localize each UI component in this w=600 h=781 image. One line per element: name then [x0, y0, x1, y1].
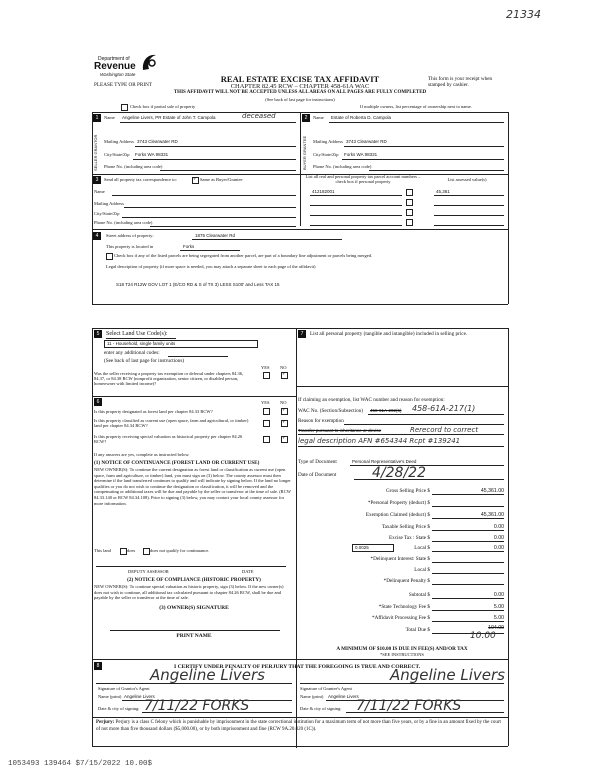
- grantor-signature: Angeline Livers: [150, 666, 265, 684]
- owner-signature-label: (3) OWNER(S) SIGNATURE: [159, 605, 229, 611]
- reason-struck: Transfer pursuant to inheritance or devise: [298, 428, 382, 433]
- affidavit-fee-label: *Affidavit Processing Fee $: [372, 615, 430, 621]
- lower-frame-left: [92, 328, 93, 746]
- parcel-line-4: [310, 225, 402, 226]
- taxable-line: [432, 530, 504, 531]
- corr-name-line: [112, 195, 296, 196]
- subtotal-value: 0.00: [493, 592, 504, 598]
- q-current-use-no[interactable]: [281, 420, 288, 427]
- grantee-print-label: Name (print): [300, 694, 324, 699]
- seller-mailing-line: [135, 146, 296, 147]
- wac-line: [368, 414, 504, 415]
- corr-mailing-label: Mailing Address: [94, 201, 124, 206]
- personal-line: [432, 506, 504, 507]
- reason-handwritten-1: Rerecord to correct: [410, 426, 479, 434]
- deputy-date-label: DATE: [242, 569, 254, 574]
- type-note: PLEASE TYPE OR PRINT: [94, 82, 152, 88]
- reference-number: 21334: [506, 8, 541, 21]
- local-rate-input[interactable]: 0.0025: [352, 544, 394, 552]
- excise-state-value: 0.00: [493, 535, 504, 541]
- q-instructions: If any answers are yes, complete as instructed below.: [94, 452, 190, 457]
- local-line: [432, 551, 504, 552]
- form-chapter: CHAPTER 82.45 RCW – CHAPTER 458-61A WAC: [230, 83, 370, 90]
- land-use-see-back: (See back of last page for instructions): [104, 358, 185, 364]
- personal-property-text: List all personal property (tangible and intangible) included in selling price.: [310, 331, 468, 337]
- parcel-line-1: [310, 195, 402, 196]
- lower-frame-bottom: [92, 746, 508, 747]
- wac-handwritten: 458-61A-217(1): [412, 404, 476, 413]
- seller-phone-label: Phone No. (including area code): [104, 164, 163, 169]
- section-7-number: 7: [298, 330, 306, 338]
- street-address: 1875 Clearwater Rd: [195, 233, 236, 238]
- delinq-interest-label: *Delinquent Interest: State $: [370, 556, 430, 562]
- q-historic-no[interactable]: [281, 436, 288, 443]
- q-current-use-yes[interactable]: [263, 420, 270, 427]
- seller-city-label: City/State/Zip: [104, 152, 130, 157]
- this-land-label: This land: [94, 548, 111, 553]
- dept-brand: Revenue: [94, 61, 136, 72]
- continuance-title: (1) NOTICE OF CONTINUANCE (FOREST LAND OR CURRENT USE): [94, 460, 260, 466]
- tech-fee-line: [432, 610, 504, 611]
- located-city: Forks: [183, 244, 195, 249]
- q-forest-no[interactable]: [281, 408, 288, 415]
- q-historic-yes[interactable]: [263, 436, 270, 443]
- partial-sale-label: Check box if partial sale of property: [130, 104, 196, 109]
- corr-city-line: [122, 217, 296, 218]
- buyer-side-label: BUYER GRANTEE: [302, 135, 307, 171]
- compliance-text: NEW OWNER(S): To continue special valuation as historic property, sign (3) below. If the new owner(s) does not wish to continue, all additional tax calculated pursuant to chapter 84.26 RCW, shall be due and payable by the seller or transferor at the time of sale.: [94, 584, 284, 601]
- exemption-intro: If claiming an exemption, list WAC number and reason for exemption:: [298, 397, 445, 403]
- delinq-penalty-label: *Delinquent Penalty $: [383, 578, 430, 584]
- assessed-value: 45,361: [436, 189, 450, 194]
- form-title: REAL ESTATE EXCISE TAX AFFIDAVIT: [220, 74, 380, 84]
- street-label: Street address of property:: [106, 233, 154, 238]
- deputy-line: [96, 566, 286, 567]
- dept-line1: Department of: [98, 56, 130, 62]
- additional-codes-line: [168, 356, 228, 357]
- grantor-print-label: Name (print): [98, 694, 122, 699]
- same-as-buyer-checkbox[interactable]: [192, 177, 199, 184]
- wac-label: WAC No. (Section/Subsection): [298, 408, 363, 414]
- seller-city: Forks WA 98331: [135, 152, 169, 157]
- additional-codes-label: enter any additional codes:: [104, 350, 160, 356]
- tech-fee-value: 5.00: [493, 604, 504, 610]
- reason-line-1: [344, 424, 504, 425]
- parcel-header: List all real and personal property tax parcel account numbers – check box if personal property: [305, 174, 421, 184]
- buyer-name-line: [329, 122, 504, 123]
- grantee-date-city: 7/11/22 FORKS: [356, 698, 462, 714]
- delinq-interest-line: [432, 562, 504, 563]
- grantee-signature-line: [300, 683, 504, 684]
- see-back-note: (See back of last page for instructions): [265, 97, 335, 102]
- total-label: Total Due $: [405, 627, 430, 633]
- assessed-header: List assessed value(s): [447, 177, 487, 182]
- seller-name-line: [120, 122, 296, 123]
- multiple-owners-note: If multiple owners, list percentage of ownership next to name.: [360, 104, 472, 109]
- partial-sale-checkbox[interactable]: [121, 104, 128, 111]
- seller-name-handwritten: deceased: [242, 112, 276, 120]
- minimum-note: A MINIMUM OF $10.00 IS DUE IN FEE(S) AND/OR TAX: [336, 646, 468, 652]
- perjury-note: [96, 720, 506, 733]
- corr-mailing-line: [124, 207, 296, 208]
- delinq-local-line: [432, 573, 504, 574]
- seller-phone-line: [160, 170, 296, 171]
- buyer-mailing-label: Mailing Address: [313, 139, 343, 144]
- yes-header-2: YES: [261, 400, 270, 405]
- exempt-value: 45,361.00: [480, 512, 504, 518]
- grantee-print-name: Angeline Livers: [328, 694, 359, 699]
- section-6-number: 6: [94, 398, 102, 406]
- buyer-city-label: City/State/Zip: [313, 152, 339, 157]
- seller-name-label: Name: [104, 115, 115, 120]
- frame-right: [508, 112, 509, 304]
- total-struck: 104.00: [488, 625, 504, 631]
- q-exemption: Was the seller receiving a property tax exemption or deferral under chapters 84.36, 84.37, or 84.38 RCW (nonprofit organization, senior citizen, or disabled person, homeowner with limited income)?: [94, 371, 244, 386]
- section-1-number: 1: [93, 114, 101, 122]
- legal-description: S18 T24 R12W GOV LOT 1 (E/CO RD & S of TX 3) LESS S100' and Less TAX 15: [116, 282, 280, 287]
- perjury-label: Perjury:: [96, 720, 115, 725]
- dept-logo-icon: [140, 52, 158, 72]
- grantor-signature-line: [96, 683, 292, 684]
- excise-state-line: [432, 541, 504, 542]
- seller-side-label: SELLER GRANTOR: [93, 134, 98, 172]
- print-name-line: [110, 630, 280, 631]
- corr-phone-line: [150, 226, 296, 227]
- personal-property-checkbox-4[interactable]: [406, 219, 413, 226]
- reason-handwritten-2: legal description AFN #654344 Rcpt #139241: [298, 437, 461, 445]
- perjury-top-line: [92, 717, 508, 718]
- personal-property-checkbox-3[interactable]: [406, 209, 413, 216]
- frame-mid: [300, 112, 301, 226]
- reason-line-2: [298, 434, 504, 435]
- buyer-name: Estate of Roberta D. Campola: [331, 115, 392, 120]
- land-use-underline: [106, 338, 176, 339]
- land-use-label: Select Land Use Code(s):: [106, 331, 168, 337]
- q-historic: Is this property receiving special valuation as historical property per chapter 84.26 RCW?: [94, 434, 243, 444]
- recording-stamp: 1053493 139464 $7/15/2022 10.00$: [8, 760, 153, 768]
- buyer-mailing: 3743 Clearwater RD: [346, 139, 387, 144]
- gross-label: Gross Selling Price $: [386, 488, 430, 494]
- corr-name-label: Name: [94, 189, 105, 194]
- corr-phone-label: Phone No. (including area code): [94, 220, 153, 225]
- parcel-line-3: [310, 215, 402, 216]
- deputy-assessor-label: DEPUTY ASSESSOR: [128, 569, 169, 574]
- q-forest-yes[interactable]: [263, 408, 270, 415]
- subtotal-line: [432, 598, 504, 599]
- doc-date-label: Date of Document: [298, 472, 337, 478]
- gross-value: 45,361.00: [480, 488, 504, 494]
- correspondence-send-label: Send all property tax correspondence to:: [104, 177, 177, 182]
- local-label: Local $: [414, 545, 430, 551]
- reason-line-3: [298, 446, 504, 447]
- located-label: This property is located in: [106, 244, 154, 249]
- lower-frame-top: [92, 328, 508, 329]
- yes-header-1: YES: [261, 365, 270, 370]
- land-does-checkbox[interactable]: [120, 548, 127, 555]
- excise-state-label: Excise Tax : State $: [388, 535, 430, 541]
- personal-label: *Personal Property (deduct) $: [367, 500, 430, 506]
- grantee-signature-label: Signature of Grantee's Agent: [300, 686, 352, 691]
- grantor-signature-label: Signature of Grantor's Agent: [98, 686, 150, 691]
- located-line: [180, 250, 240, 251]
- assessed-line-4: [434, 225, 504, 226]
- parcel-line-2: [310, 205, 402, 206]
- tech-fee-label: *State Technology Fee $: [378, 604, 430, 610]
- seller-mailing-label: Mailing Address: [104, 139, 134, 144]
- buyer-phone-label: Phone No. (including area code): [313, 164, 372, 169]
- grantee-signature: Angeline Livers: [390, 666, 505, 684]
- reason-label: Reason for exemption: [298, 418, 344, 424]
- same-as-buyer-label: Same as Buyer/Grantee: [200, 177, 243, 182]
- exemption-divider: [296, 386, 508, 387]
- affidavit-fee-line: [432, 621, 504, 622]
- no-header-2: NO: [280, 400, 287, 405]
- delinq-local-label: Local $: [414, 567, 430, 573]
- land-use-divider: [92, 396, 296, 397]
- seller-name: Angeline Livers, PR Estate of John T. Campola: [122, 115, 216, 120]
- total-handwritten: 10.00: [470, 631, 496, 641]
- receipt-note: This form is your receipt when stamped by cashier.: [428, 76, 493, 88]
- grantor-date-city: 7/11/22 FORKS: [144, 698, 250, 714]
- taxable-label: Taxable Selling Price $: [381, 524, 430, 530]
- certify-statement: I CERTIFY UNDER PENALTY OF PERJURY THAT THE FOREGOING IS TRUE AND CORRECT.: [174, 664, 421, 670]
- exempt-line: [432, 518, 504, 519]
- perjury-text: Perjury is a class C felony which is punishable by imprisonment in the state correctional institution for a maximum term of not more than five years, or by a fine in an amount fixed by the court of not more than five thousand dollars ($5,000.00), or by both imprisonment and fine (RCW 9A.20.020 (1C)).: [96, 720, 501, 732]
- section-4-bottom-line: [92, 304, 508, 305]
- grantor-print-name: Angeline Livers: [124, 694, 155, 699]
- land-does-label: does: [127, 548, 136, 553]
- q-exemption-no[interactable]: [281, 372, 288, 379]
- buyer-city: Forks WA 98331: [344, 152, 378, 157]
- delinq-penalty-line: [432, 584, 504, 585]
- compliance-title: (2) NOTICE OF COMPLIANCE (HISTORIC PROPERTY): [127, 577, 261, 583]
- affidavit-fee-value: 5.00: [493, 615, 504, 621]
- dept-state: Washington State: [100, 72, 136, 77]
- grantor-date-city-label: Date & city of signing:: [98, 706, 140, 711]
- section-3-top-line: [92, 174, 508, 175]
- section-8-top-line: [92, 659, 508, 660]
- continuance-text: NEW OWNER(S): To continue the current designation as forest land or classification as current use (open space, farm and agriculture, or timber) land, you must sign on (3) below. The county assessor must then determine if the land transferred continues to qualify and will indicate by signing below. If the land no longer qualifies or you do not wish to continue the designation or classification, it will be removed and the compensating or additional taxes will be due and payable by the seller or transferor at the time of sale. (RCW 84.33.140 or RCW 84.34.108). Prior to signing (3) below, you may contact your local county assessor for more information.: [94, 467, 291, 506]
- buyer-phone-line: [369, 170, 504, 171]
- doc-type-label: Type of Document: [298, 459, 337, 465]
- gross-line: [432, 494, 504, 495]
- grantor-date-line: [142, 712, 292, 713]
- buyer-mailing-line: [344, 146, 504, 147]
- local-value: 0.00: [493, 545, 504, 551]
- street-line: [192, 239, 342, 240]
- section-4-top-line: [92, 229, 508, 230]
- section-5-number: 5: [94, 330, 102, 338]
- grantee-date-city-label: Date & city of signing:: [300, 706, 342, 711]
- land-does-not-checkbox[interactable]: [143, 548, 150, 555]
- buyer-name-label: Name: [313, 115, 324, 120]
- taxable-value: 0.00: [493, 524, 504, 530]
- see-instructions: *SEE INSTRUCTIONS: [380, 652, 424, 657]
- personal-property-checkbox-1[interactable]: [406, 189, 413, 196]
- segregated-label: Check box if any of the listed parcels are being segregated from another parcel, are part of a boundary line adjustment or parcels being merged.: [114, 253, 373, 258]
- assessed-line-1: [434, 195, 504, 196]
- doc-date-line: [354, 479, 504, 480]
- lower-frame-mid: [296, 328, 297, 748]
- assessed-line-3: [434, 215, 504, 216]
- section-4-number: 4: [93, 232, 101, 240]
- lower-frame-right: [508, 328, 509, 746]
- no-header-1: NO: [280, 365, 287, 370]
- doc-type: Personal Representative's Deed: [352, 459, 417, 464]
- assessed-line-2: [434, 205, 504, 206]
- wac-struck: 458-61A-202(6): [370, 408, 402, 413]
- doc-date-handwritten: 4/28/22: [372, 465, 426, 481]
- seller-city-line: [133, 159, 296, 160]
- subtotal-label: Subtotal $: [408, 592, 430, 598]
- land-does-not-label: does not qualify for continuance.: [150, 548, 210, 553]
- grantee-date-line: [346, 712, 504, 713]
- land-use-code-select[interactable]: 11 - Household, single family units: [104, 340, 258, 348]
- q-forest-land: Is this property designated as forest land per chapter 84.33 RCW?: [94, 409, 213, 414]
- form-warning: THIS AFFIDAVIT WILL NOT BE ACCEPTED UNLESS ALL AREAS ON ALL PAGES ARE FULLY COMPLETED: [173, 90, 427, 95]
- q-current-use: Is this property classified as current use (open space, farm and agricultural, or timber) land per chapter 84.34 RCW?: [94, 418, 249, 428]
- parcel-number: 412182001: [312, 189, 335, 194]
- q-exemption-yes[interactable]: [263, 372, 270, 379]
- section-3-number: 3: [93, 176, 101, 184]
- legal-label: Legal description of property (if more space is needed, you may attach a separate sheet to each page of the affidavit): [106, 264, 316, 269]
- exempt-label: Exemption Claimed (deduct) $: [365, 512, 430, 518]
- buyer-city-line: [342, 159, 504, 160]
- corr-city-label: City/State/Zip: [94, 211, 120, 216]
- section-2-number: 2: [302, 114, 310, 122]
- seller-mailing: 3743 Clearwater RD: [137, 139, 178, 144]
- segregated-checkbox[interactable]: [106, 253, 113, 260]
- personal-property-checkbox-2[interactable]: [406, 199, 413, 206]
- print-name-label: PRINT NAME: [176, 633, 212, 639]
- section-8-number: 8: [94, 662, 102, 670]
